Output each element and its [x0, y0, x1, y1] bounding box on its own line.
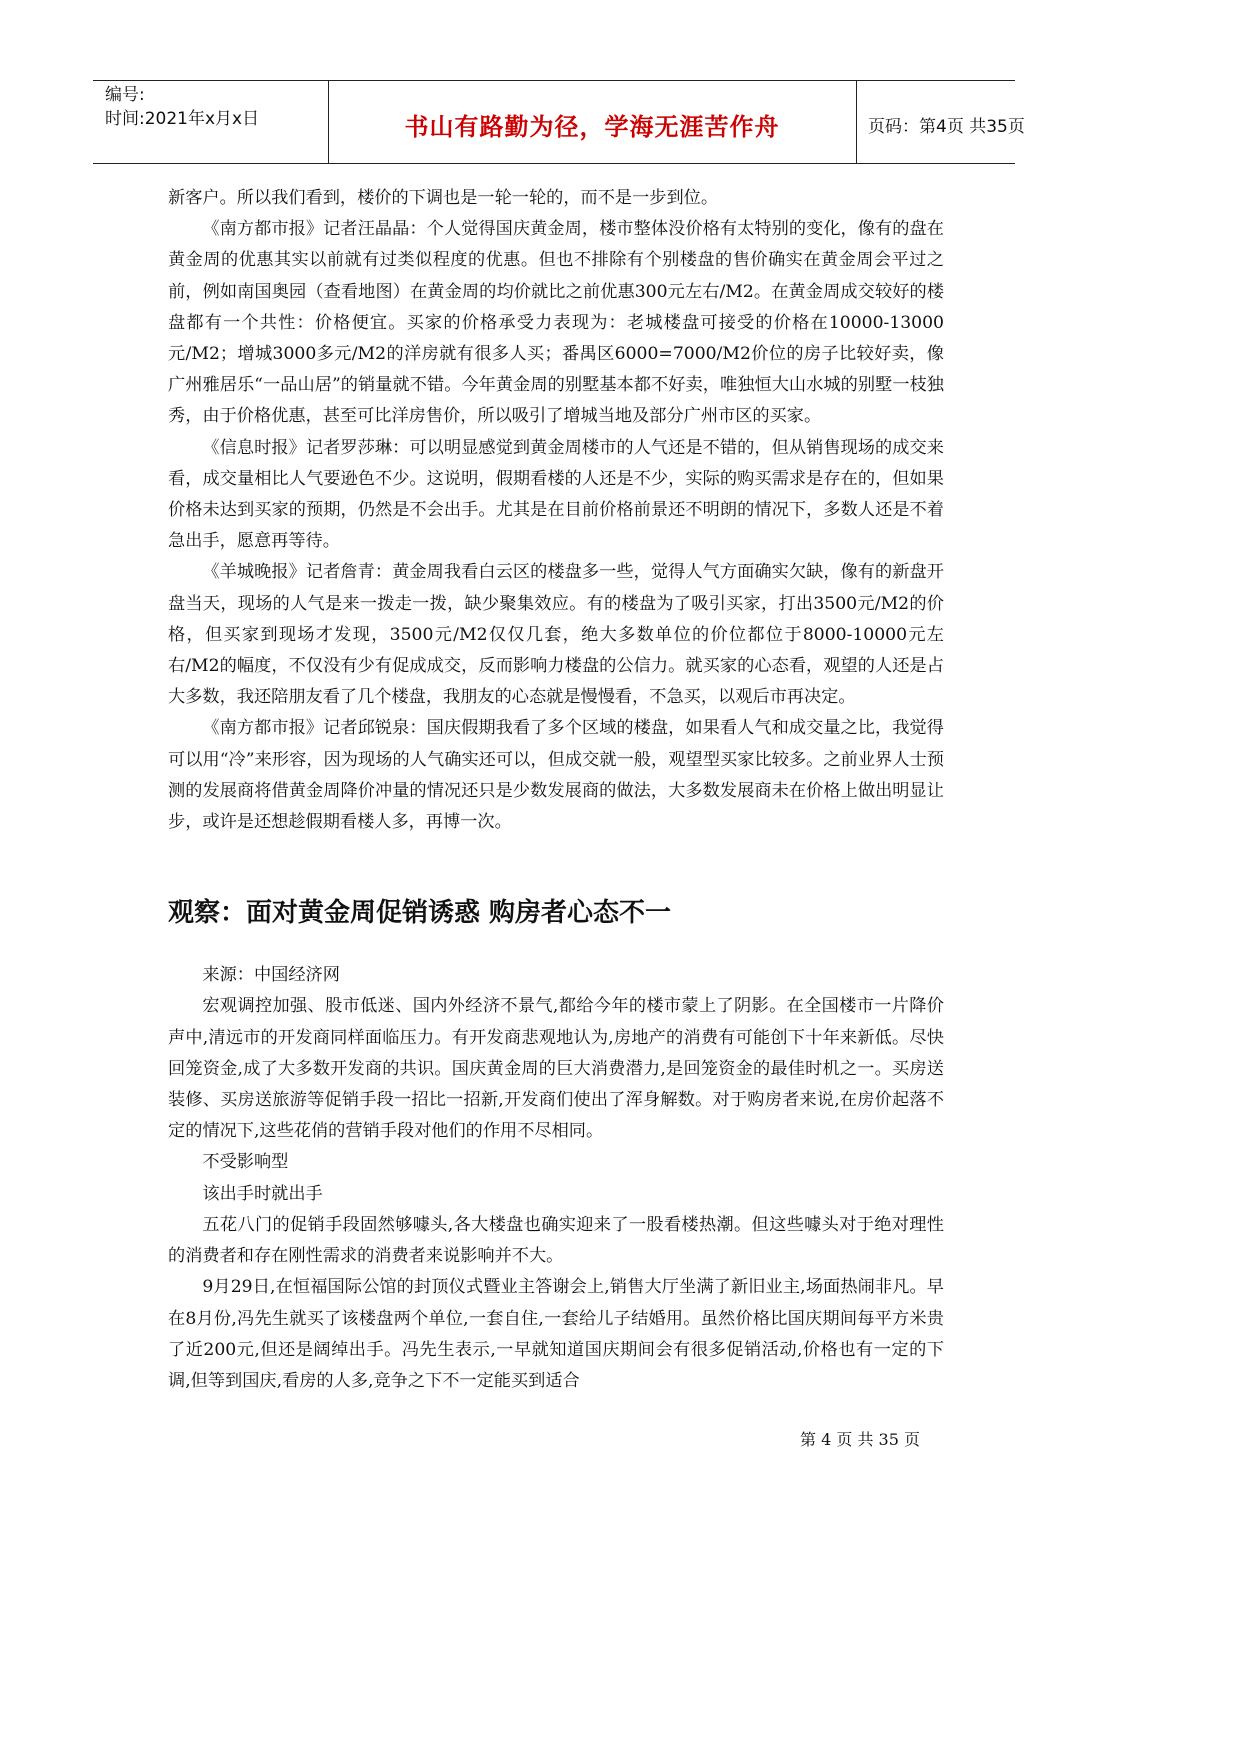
article2-subheading: 不受影响型 — [202, 1152, 289, 1173]
page-footer: 第 4 页 共 35 页 — [800, 1430, 920, 1449]
article2-paragraph: 五花八门的促销手段固然够噱头,各大楼盘也确实迎来了一股看楼热潮。但这些噱头对于绝对理性的消费者和存在刚性需求的消费者来说影响并不大。 — [168, 1214, 944, 1267]
article1-paragraph: 《羊城晚报》记者詹青：黄金周我看白云区的楼盘多一些，觉得人气方面确实欠缺，像有的新盘开盘当天，现场的人气是来一拨走一拨，缺少聚集效应。有的楼盘为了吸引买家，打出3500元/M2的价格，但买家到现场才发现，3500元/M2仅仅几套，绝大多数单位的价位都位于8000-10000元左右/M2的幅度，不仅没有少有促成成交，反而影响力楼盘的公信力。就买家的心态看，观望的人还是占大多数，我还陪朋友看了几个楼盘，我朋友的心态就是慢慢看，不急买，以观后市再决定。 — [168, 562, 944, 708]
header-left-cell — [93, 81, 329, 163]
serial-label: 编号: — [105, 85, 145, 105]
article2-paragraph: 9月29日,在恒福国际公馆的封顶仪式暨业主答谢会上,销售大厅坐满了新旧业主,场面热闹非凡。早在8月份,冯先生就买了该楼盘两个单位,一套自住,一套给儿子结婚用。虽然价格比国庆期间每平方米贵了近200元,但还是阔绰出手。冯先生表示,一早就知道国庆期间会有很多促销活动,价格也有一定的下调,但等到国庆,看房的人多,竞争之下不一定能买到适合 — [168, 1277, 944, 1391]
article1-paragraph: 《南方都市报》记者邱锐泉：国庆假期我看了多个区域的楼盘，如果看人气和成交量之比，我觉得可以用“冷”来形容，因为现场的人气确实还可以，但成交就一般，观望型买家比较多。之前业界人士预测的发展商将借黄金周降价冲量的情况还只是少数发展商的做法，大多数发展商未在价格上做出明显让步，或许是还想趁假期看楼人多，再博一次。 — [168, 718, 944, 833]
article2-title: 观察：面对黄金周促销诱惑 购房者心态不一 — [168, 898, 672, 929]
article1-paragraph: 《信息时报》记者罗莎琳：可以明显感觉到黄金周楼市的人气还是不错的，但从销售现场的成交来看，成交量相比人气要逊色不少。这说明，假期看楼的人还是不少，实际的购买需求是存在的，但如果价格未达到买家的预期，仍然是不会出手。尤其是在目前价格前景还不明朗的情况下，多数人还是不着急出手，愿意再等待。 — [168, 437, 944, 552]
article2-source: 来源：中国经济网 — [202, 965, 340, 986]
article1-paragraph: 《南方都市报》记者汪晶晶：个人觉得国庆黄金周，楼市整体没价格有太特别的变化，像有的盘在黄金周的优惠其实以前就有过类似程度的优惠。但也不排除有个别楼盘的售价确实在黄金周会平过之前，例如南国奥园（查看地图）在黄金周的均价就比之前优惠300元左右/M2。在黄金周成交较好的楼盘都有一个共性：价格便宜。买家的价格承受力表现为：老城楼盘可接受的价格在10000-13000元/M2；增城3000多元/M2的洋房就有很多人买；番禺区6000=7000/M2价位的房子比较好卖，像广州雅居乐“一品山居”的销量就不错。今年黄金周的别墅基本都不好卖，唯独恒大山水城的别墅一枝独秀，由于价格优惠，甚至可比洋房售价，所以吸引了增城当地及部分广州市区的买家。 — [168, 219, 944, 427]
header-motto: 书山有路勤为径，学海无涯苦作舟 — [404, 113, 780, 141]
article2-paragraph: 宏观调控加强、股市低迷、国内外经济不景气,都给今年的楼市蒙上了阴影。在全国楼市一片降价声中,清远市的开发商同样面临压力。有开发商悲观地认为,房地产的消费有可能创下十年来新低。尽快回笼资金,成了大多数开发商的共识。国庆黄金周的巨大消费潜力,是回笼资金的最佳时机之一。买房送装修、买房送旅游等促销手段一招比一招新,开发商们使出了浑身解数。对于购房者来说,在房价起落不定的情况下,这些花俏的营销手段对他们的作用不尽相同。 — [168, 996, 944, 1142]
header-page-info: 页码：第4页 共35页 — [868, 117, 1025, 137]
article2-subheading: 该出手时就出手 — [202, 1183, 323, 1204]
header-motto-cell — [328, 81, 857, 163]
page-header — [93, 80, 1025, 164]
header-page-cell — [856, 81, 1025, 163]
article1-paragraph: 新客户。所以我们看到，楼价的下调也是一轮一轮的，而不是一步到位。 — [168, 188, 719, 208]
date-label: 时间:2021年x月x日 — [105, 109, 260, 129]
document-body — [168, 183, 944, 1397]
